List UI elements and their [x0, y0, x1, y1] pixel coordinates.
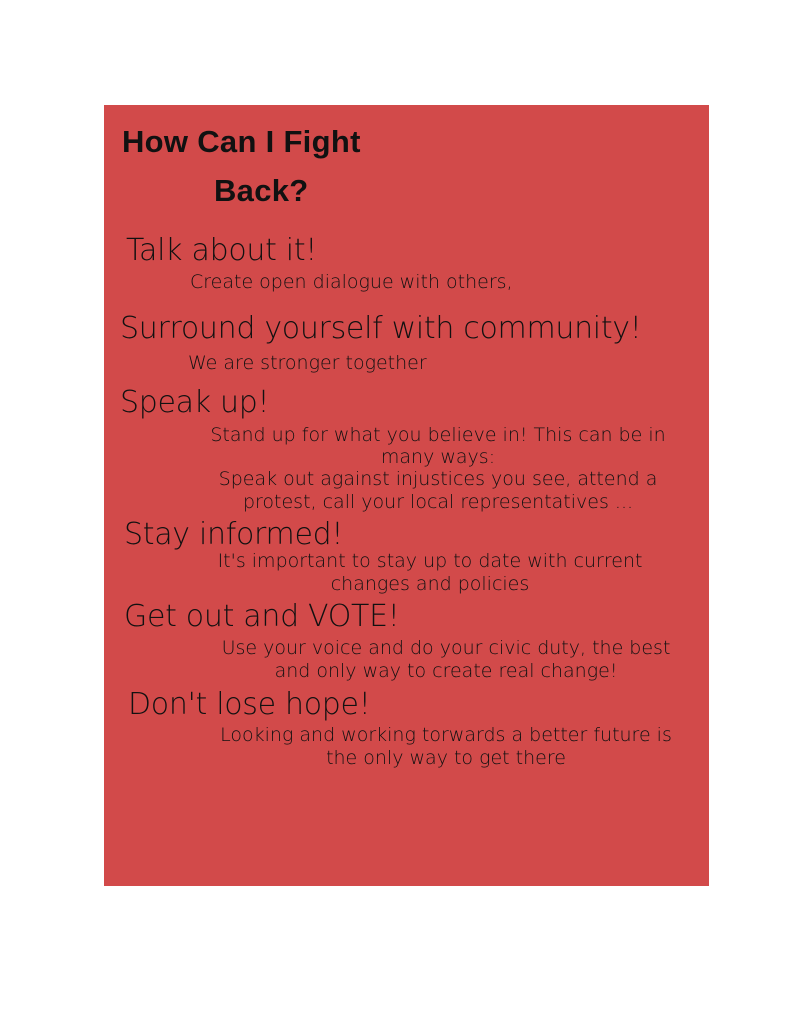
section-text-talk: Create open dialogue with others,: [190, 271, 513, 293]
section-text-hope-1: Looking and working torwards a better future is: [220, 724, 672, 746]
section-heading-hope: Don't lose hope!: [128, 687, 371, 722]
section-text-informed-2: changes and policies: [330, 573, 530, 595]
section-text-speak-up-4: protest, call your local representatives ...: [242, 491, 634, 513]
section-text-hope-2: the only way to get there: [326, 747, 566, 769]
section-text-speak-up-3: Speak out against injustices you see, attend a: [218, 468, 658, 490]
section-text-vote-1: Use your voice and do your civic duty, the best: [221, 637, 671, 659]
section-text-speak-up-2: many ways:: [380, 446, 496, 468]
section-text-informed-1: It's important to stay up to date with current: [217, 550, 643, 572]
section-heading-community: Surround yourself with community!: [120, 311, 642, 346]
section-text-community: We are stronger together: [188, 352, 427, 374]
section-heading-vote: Get out and VOTE!: [124, 599, 400, 634]
section-text-speak-up-1: Stand up for what you believe in! This can be in: [210, 424, 666, 446]
section-text-vote-2: and only way to create real change!: [274, 660, 618, 682]
section-heading-informed: Stay informed!: [124, 517, 344, 552]
section-heading-talk: Talk about it!: [126, 233, 318, 268]
poster: [104, 105, 709, 886]
poster-title-line-1: How Can I Fight: [122, 124, 361, 159]
section-heading-speak-up: Speak up!: [120, 385, 270, 420]
poster-title-line-2: Back?: [214, 173, 309, 208]
